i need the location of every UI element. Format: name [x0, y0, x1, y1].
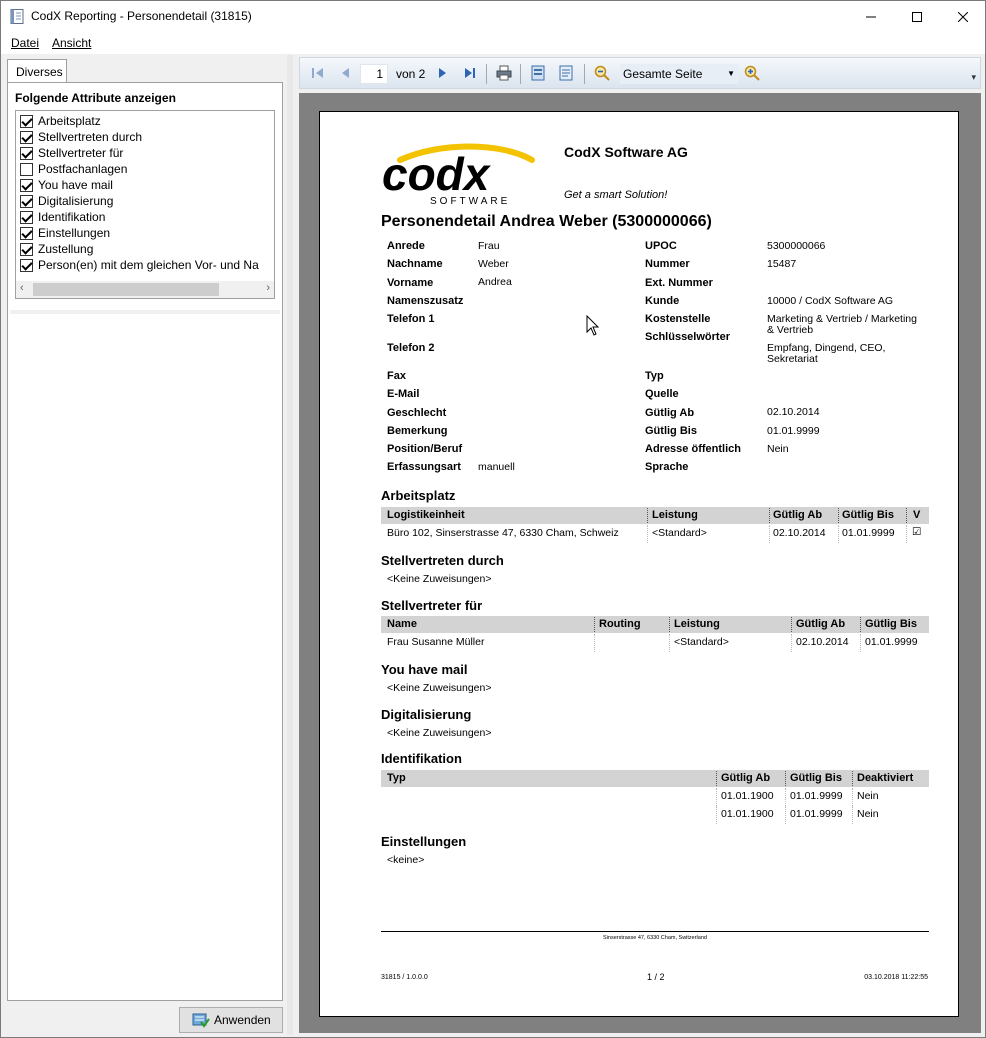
- field-label: Fax: [387, 370, 406, 382]
- column-divider: [716, 771, 717, 786]
- scroll-left-icon[interactable]: ‹: [20, 282, 24, 294]
- table-cell: Nein: [857, 790, 879, 802]
- tab-diverses[interactable]: Diverses: [7, 59, 67, 83]
- close-icon: [958, 12, 968, 22]
- field-label: Anrede: [387, 240, 425, 252]
- check-item-stellvertreter[interactable]: [38, 146, 123, 162]
- field-label: UPOC: [645, 240, 677, 252]
- logo-wordmark: codx: [382, 148, 490, 200]
- column-header: Gütlig Bis: [790, 772, 842, 784]
- report-toolbar: [299, 57, 981, 89]
- next-page-icon: [435, 66, 449, 80]
- field-value: Andrea: [478, 276, 512, 288]
- column-divider: [769, 525, 770, 543]
- app-icon: [10, 9, 24, 24]
- column-divider: [669, 634, 670, 652]
- column-divider: [594, 634, 595, 652]
- attribute-panel: [7, 57, 283, 1001]
- checkbox[interactable]: [20, 179, 33, 192]
- apply-label: Anwenden: [214, 1013, 271, 1027]
- table-cell: 01.01.9999: [790, 790, 843, 802]
- field-label: Quelle: [645, 388, 679, 400]
- column-header: Gütlig Ab: [773, 509, 823, 521]
- field-value: & Vertrieb: [767, 324, 814, 336]
- menu-ansicht-label: Ansicht: [52, 36, 92, 50]
- field-label: E-Mail: [387, 388, 420, 400]
- export-icon: [530, 65, 546, 81]
- column-divider: [852, 771, 853, 786]
- table-header: [381, 770, 929, 787]
- checkbox[interactable]: [20, 147, 33, 160]
- table-cell: Frau Susanne Müller: [387, 636, 485, 648]
- close-button[interactable]: [940, 1, 986, 32]
- check-item-personen[interactable]: [38, 258, 259, 274]
- toolbar-separator: [520, 64, 521, 84]
- field-value: Weber: [478, 258, 509, 270]
- checkbox[interactable]: [20, 131, 33, 144]
- column-divider: [785, 806, 786, 824]
- column-divider: [716, 788, 717, 806]
- field-label: Gütlig Ab: [645, 407, 695, 419]
- field-label: Schlüsselwörter: [645, 331, 730, 343]
- panel-divider: [10, 310, 280, 314]
- check-label: Digitalisierung: [38, 194, 114, 208]
- column-header: Typ: [387, 772, 406, 784]
- first-page-icon: [311, 66, 325, 80]
- report-viewer: [299, 93, 981, 1033]
- apply-icon: [192, 1012, 210, 1028]
- check-label: Postfachanlagen: [38, 162, 128, 176]
- column-divider: [791, 617, 792, 632]
- field-label: Erfassungsart: [387, 461, 461, 473]
- maximize-button[interactable]: [894, 1, 940, 32]
- maximize-icon: [912, 12, 922, 22]
- check-label: Arbeitsplatz: [38, 114, 101, 128]
- footer-timestamp: 03.10.2018 11:22:55: [864, 974, 928, 981]
- menu-datei-label: Datei: [11, 36, 40, 50]
- logo-subtitle: SOFTWARE: [430, 196, 511, 206]
- table-cell: 01.01.9999: [790, 808, 843, 820]
- field-label: Adresse öffentlich: [645, 443, 741, 455]
- company-slogan: Get a smart Solution!: [564, 189, 668, 201]
- column-divider: [838, 525, 839, 543]
- table-cell: <Standard>: [652, 527, 707, 539]
- checkbox[interactable]: [20, 243, 33, 256]
- next-page-button[interactable]: [434, 65, 450, 81]
- check-item-einstellungen[interactable]: [38, 226, 110, 242]
- checkbox[interactable]: [20, 163, 33, 176]
- field-value: Frau: [478, 240, 500, 252]
- section-mail: You have mail: [381, 662, 468, 677]
- field-label: Nummer: [645, 258, 690, 270]
- minimize-button[interactable]: [848, 1, 894, 32]
- zoom-value: Gesamte Seite: [623, 67, 703, 81]
- attribute-checklist: [15, 110, 275, 299]
- mouse-cursor-icon: [586, 315, 600, 337]
- table-cell: Nein: [857, 808, 879, 820]
- checkbox[interactable]: [20, 227, 33, 240]
- check-label: You have mail: [38, 178, 113, 192]
- empty-note: <Keine Zuweisungen>: [387, 573, 492, 585]
- minimize-icon: [866, 12, 876, 22]
- table-cell: 01.01.1900: [721, 790, 774, 802]
- field-label: Telefon 2: [387, 342, 435, 354]
- section-stellvertreten: Stellvertreten durch: [381, 553, 504, 568]
- attribute-heading: Folgende Attribute anzeigen: [15, 91, 176, 105]
- page-setup-icon: [558, 65, 574, 81]
- field-value: 02.10.2014: [767, 406, 820, 418]
- column-divider: [906, 525, 907, 543]
- apply-button[interactable]: [179, 1007, 283, 1033]
- field-value: 10000 / CodX Software AG: [767, 295, 894, 307]
- footer-address: Sinserstrasse 47, 6330 Cham, Switzerland: [603, 935, 707, 941]
- column-divider: [647, 508, 648, 523]
- check-item-identifikation[interactable]: [38, 210, 105, 226]
- column-divider: [785, 771, 786, 786]
- column-divider: [860, 634, 861, 652]
- field-value: 15487: [767, 258, 797, 270]
- footer-version: 31815 / 1.0.0.0: [381, 974, 428, 981]
- checkbox[interactable]: [20, 115, 33, 128]
- section-einstellungen: Einstellungen: [381, 834, 467, 849]
- scroll-right-icon[interactable]: ›: [266, 282, 270, 294]
- column-header: Logistikeinheit: [387, 509, 465, 521]
- report-title: Personendetail Andrea Weber (5300000066): [381, 213, 712, 230]
- table-cell: 01.01.9999: [842, 527, 895, 539]
- table-header: [381, 507, 929, 524]
- check-label: Identifikation: [38, 210, 106, 224]
- column-divider: [669, 617, 670, 632]
- field-value: Marketing & Vertrieb / Marketing: [767, 313, 917, 325]
- empty-note: <keine>: [387, 854, 425, 866]
- check-label: Zustellung: [38, 242, 94, 256]
- footer-page-number: 1 / 2: [647, 972, 665, 982]
- table-cell: 01.01.9999: [865, 636, 918, 648]
- company-name: CodX Software AG: [564, 144, 688, 160]
- check-label: Person(en) mit dem gleichen Vor- und Na: [38, 258, 259, 272]
- zoom-out-button[interactable]: [594, 65, 610, 81]
- table-cell: Büro 102, Sinserstrasse 47, 6330 Cham, Schweiz: [387, 527, 619, 539]
- splitter[interactable]: [287, 55, 293, 1035]
- printer-icon: [496, 65, 512, 81]
- checked-box-icon: ☑: [912, 526, 922, 538]
- window-title: CodX Reporting - Personendetail (31815): [31, 9, 252, 23]
- column-header: Deaktiviert: [857, 772, 914, 784]
- section-identifikation: Identifikation: [381, 751, 462, 766]
- check-label: Einstellungen: [38, 226, 111, 240]
- scroll-thumb[interactable]: [33, 283, 219, 296]
- field-label: Namenszusatz: [387, 295, 464, 307]
- field-label: Vorname: [387, 277, 434, 289]
- menu-bar: [1, 32, 985, 54]
- field-label: Typ: [645, 370, 664, 382]
- check-label: Stellvertreten durch: [38, 130, 143, 144]
- column-header: V: [913, 509, 921, 521]
- table-cell: 02.10.2014: [773, 527, 826, 539]
- column-divider: [860, 617, 861, 632]
- empty-note: <Keine Zuweisungen>: [387, 727, 492, 739]
- field-label: Gütlig Bis: [645, 425, 697, 437]
- check-item-stellvertreten[interactable]: [38, 130, 142, 146]
- field-value: manuell: [478, 461, 515, 473]
- field-label: Ext. Nummer: [645, 277, 713, 289]
- checkbox[interactable]: [20, 195, 33, 208]
- toolbar-separator: [486, 64, 487, 84]
- field-value: Sekretariat: [767, 353, 818, 365]
- check-item-postfachanlagen[interactable]: [38, 162, 127, 178]
- field-value: Empfang, Dingend, CEO,: [767, 342, 886, 354]
- column-header: Gütlig Ab: [796, 618, 846, 630]
- page-setup-button[interactable]: [558, 65, 574, 81]
- first-page-button[interactable]: [310, 65, 326, 81]
- field-label: Kunde: [645, 295, 680, 307]
- check-item-digitalisierung[interactable]: [38, 194, 113, 210]
- field-value: 01.01.9999: [767, 425, 820, 437]
- field-label: Telefon 1: [387, 313, 435, 325]
- table-header: [381, 616, 929, 633]
- last-page-icon: [463, 66, 477, 80]
- column-divider: [852, 806, 853, 824]
- column-divider: [716, 806, 717, 824]
- checkbox[interactable]: [20, 259, 33, 272]
- last-page-button[interactable]: [462, 65, 478, 81]
- column-divider: [594, 617, 595, 632]
- report-page: [319, 111, 959, 1017]
- table-cell: 01.01.1900: [721, 808, 774, 820]
- zoom-in-icon: [744, 65, 760, 81]
- column-header: Leistung: [674, 618, 720, 630]
- table-cell: 02.10.2014: [796, 636, 849, 648]
- check-item-mail[interactable]: [38, 178, 113, 194]
- field-label: Sprache: [645, 461, 689, 473]
- toolbar-separator: [584, 64, 585, 84]
- codx-logo: [380, 140, 540, 206]
- section-digitalisierung: Digitalisierung: [381, 707, 472, 722]
- page-number-input[interactable]: 1: [360, 64, 388, 84]
- menu-datei[interactable]: [11, 36, 39, 50]
- column-header: Gütlig Ab: [721, 772, 771, 784]
- column-header: Gütlig Bis: [865, 618, 917, 630]
- column-header: Name: [387, 618, 417, 630]
- column-divider: [906, 508, 907, 523]
- checkbox[interactable]: [20, 211, 33, 224]
- field-label: Kostenstelle: [645, 313, 711, 325]
- tab-content: [7, 82, 283, 1001]
- field-label: Nachname: [387, 258, 443, 270]
- field-label: Geschlecht: [387, 407, 447, 419]
- page-count: von 2: [396, 67, 426, 81]
- check-item-arbeitsplatz[interactable]: [38, 114, 101, 130]
- field-value: 5300000066: [767, 240, 826, 252]
- toolbar-overflow-icon[interactable]: ▾: [971, 72, 976, 82]
- field-label: Position/Beruf: [387, 443, 463, 455]
- column-divider: [838, 508, 839, 523]
- prev-page-icon: [339, 66, 353, 80]
- title-bar: [1, 1, 985, 32]
- column-header: Routing: [599, 618, 641, 630]
- zoom-out-icon: [594, 65, 610, 81]
- menu-ansicht[interactable]: [52, 36, 91, 50]
- print-button[interactable]: [496, 65, 512, 81]
- check-label: Stellvertreter für: [38, 146, 124, 160]
- chevron-down-icon: ▼: [727, 69, 735, 78]
- prev-page-button[interactable]: [338, 65, 354, 81]
- check-item-zustellung[interactable]: [38, 242, 93, 258]
- column-header: Leistung: [652, 509, 698, 521]
- field-value: Nein: [767, 443, 789, 455]
- zoom-dropdown[interactable]: [620, 64, 738, 84]
- column-header: Gütlig Bis: [842, 509, 894, 521]
- column-divider: [647, 525, 648, 543]
- zoom-in-button[interactable]: [744, 65, 760, 81]
- footer-rule: [381, 931, 929, 932]
- empty-note: <Keine Zuweisungen>: [387, 682, 492, 694]
- export-button[interactable]: [530, 65, 546, 81]
- column-divider: [769, 508, 770, 523]
- table-cell: <Standard>: [674, 636, 729, 648]
- section-arbeitsplatz: Arbeitsplatz: [381, 488, 456, 503]
- column-divider: [852, 788, 853, 806]
- horizontal-scrollbar[interactable]: [16, 281, 274, 298]
- column-divider: [785, 788, 786, 806]
- field-label: Bemerkung: [387, 425, 448, 437]
- section-stellvertreter: Stellvertreter für: [381, 598, 483, 613]
- column-divider: [791, 634, 792, 652]
